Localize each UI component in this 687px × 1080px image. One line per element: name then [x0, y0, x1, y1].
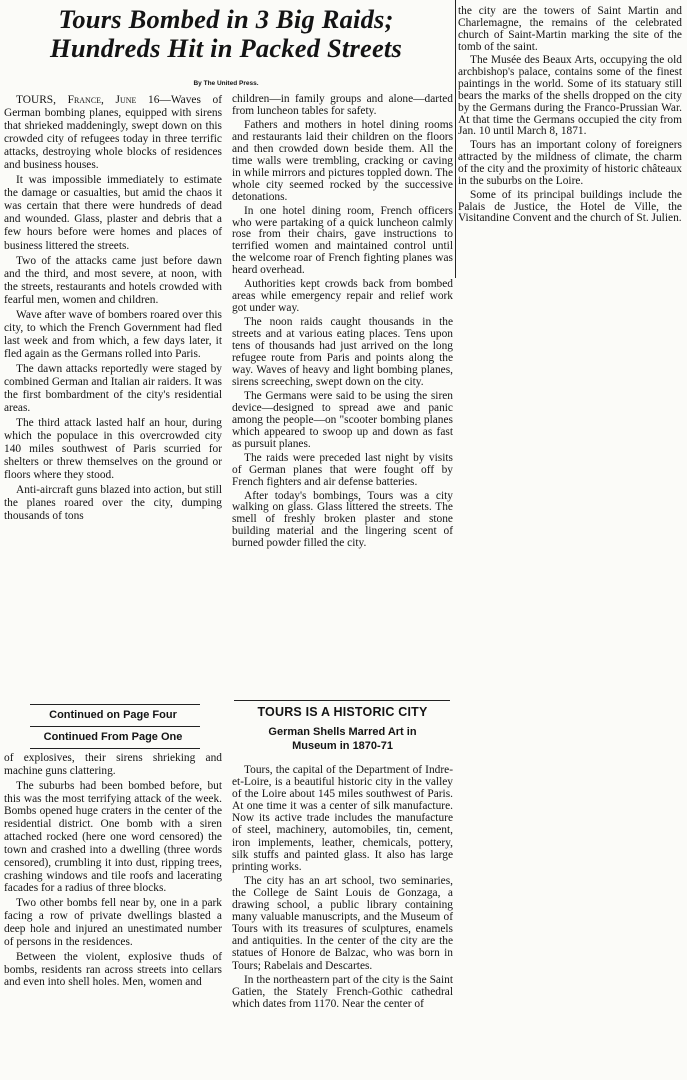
paragraph-text: The noon raids caught thousands in the streets and at various eating places. Tens upon tens of thousands had just arrived on the long refugee route from Paris and points along the way. Waves of heavy and light bombing planes, sirens screeching, swept down on the city. [232, 316, 453, 388]
paragraph-text: After today's bombings, Tours was a city walking on glass. Glass littered the streets. The smell of freshly broken plaster and stone building material and the lingering scent of burned powder filled the city. [232, 489, 453, 550]
paragraph [4, 752, 222, 778]
continued-rule-top [30, 704, 200, 705]
paragraph-text: of explosives, their sirens shrieking and machine guns clattering. [4, 752, 222, 777]
paragraph-text: Between the violent, explosive thuds of bombs, residents ran across streets into cellars and even into shell holes. Men, women and [4, 950, 222, 989]
paragraph-text: Waves of German bombing planes, equipped with sirens that shrieked maddeningly, swept down on this crowded city of refugees today in three terrific attacks, destroying whole blocks of residences and business houses. [4, 94, 222, 172]
continued-on-label: Continued on Page Four [49, 709, 177, 721]
paragraph [232, 317, 453, 389]
paragraph-text: The third attack lasted half an hour, during which the populace in this overcrowded city 140 miles southwest of Paris scurried for shelters or threw themselves on the ground or floors where they stood. [4, 417, 222, 482]
paragraph-text: The city has an art school, two seminaries, the College de Saint Louis de Gonzaga, a drawing school, a public library containing many valuable manuscripts, and the Museum of Tours with its treasures of sculptures, enamels and antiquities. In the center of the city are the statues of Honore de Balzac, who was born in Tours; Rabelais and Descartes. [232, 874, 453, 972]
sidebar-subtitle: German Shells Marred Art in Museum in 1870-71 [268, 726, 417, 752]
paragraph-text: Tours has an important colony of foreigners attracted by the mildness of climate, the charm of the city and the proximity of historic châteaux in the suburbs on the Loire. [458, 139, 682, 187]
paragraph [232, 764, 453, 873]
paragraph-text: Two of the attacks came just before dawn and the third, and most severe, at noon, with the streets, restaurants and hotels crowded with fearful men, women and children. [4, 254, 222, 306]
paragraph [458, 55, 682, 138]
paragraph [232, 974, 453, 1010]
paragraph-text: the city are the towers of Saint Martin and Charlemagne, the remains of the celebrated church of Saint-Martin marking the site of the tomb of the saint. [458, 5, 682, 53]
paragraph [4, 255, 222, 307]
byline: By The United Press. [193, 80, 259, 87]
paragraph [232, 875, 453, 972]
paragraph-text: Two other bombs fell near by, one in a park facing a row of private dwellings blasted a deep hole and injured an unestimated number of persons in the residences. [4, 897, 222, 948]
headline-line-2: Hundreds Hit in Packed Streets [50, 33, 402, 63]
continued-from-label: Continued From Page One [43, 731, 183, 743]
headline-line-1: Tours Bombed in 3 Big Raids; [58, 4, 394, 34]
paragraph-text: The raids were preceded last night by visits of German planes that were fought off by French fighters and air defense batteries. [232, 451, 453, 488]
article-column-2 [232, 94, 453, 552]
paragraph [4, 897, 222, 948]
paragraph [4, 174, 222, 252]
paragraph [4, 951, 222, 990]
paragraph [232, 491, 453, 551]
paragraph [4, 309, 222, 361]
dateline: TOURS, France, June 16— [16, 94, 171, 106]
paragraph [4, 417, 222, 482]
paragraph [232, 94, 453, 118]
paragraph-text: Wave after wave of bombers roared over this city, to which the French Government had fled last week and from which, a few days later, it fled again as the Germans rolled into Paris. [4, 308, 222, 360]
paragraph-text: Tours, the capital of the Department of Indre-et-Loire, is a beautiful historic city in the valley of the Loire about 145 miles southwest of Paris. At one time it was a center of silk manufacture. Now its active trade includes the manufacture of steel, machinery, automobiles, tin, cement, iron implements, leather, chemicals, pottery, silk stuffs and painted glass. It also has large printing works. [232, 764, 453, 873]
article-column-1-continued [4, 752, 222, 991]
paragraph-text: The dawn attacks reportedly were staged by combined German and Italian air raiders. It was the first bombardment of the city's residential areas. [4, 362, 222, 415]
paragraph [232, 120, 453, 204]
continued-rule-bottom [30, 748, 200, 749]
paragraph-text: Authorities kept crowds back from bombed areas while emergency repair and relief work got under way. [232, 278, 453, 315]
paragraph [232, 391, 453, 451]
paragraph-text: Some of its principal buildings include the Palais de Justice, the Hotel de Ville, the Visitandine Convent and the church of St. Julien. [458, 188, 682, 225]
paragraph [232, 206, 453, 278]
paragraph [458, 6, 682, 53]
paragraph-text: The suburbs had been bombed before, but this was the most terrifying attack of the week. Bombs opened huge craters in the center of the residential district. One bomb with a siren attached rocked (here one word censored) the town and crashed into a dwelling (three words censored), crumbling it into dust, ripping trees, crashing windows and tile roofs and lacerating facades for a radius of three blocks. [4, 779, 222, 895]
paragraph-text: The Germans were said to be using the siren device—designed to spread awe and panic among the people—on "scooter bombing planes which appeared to swoop up and down as fast as pursuit planes. [232, 389, 453, 450]
paragraph [4, 484, 222, 523]
sidebar-rule [234, 700, 450, 701]
paragraph-text: Fathers and mothers in hotel dining rooms and restaurants laid their children on the floors and then crowded down beside them. All the time walls were trembling, cracking or caving in while mirrors and pictures toppled down. The whole city seemed rocked by the successive detonations. [232, 118, 453, 203]
paragraph [232, 279, 453, 315]
sidebar-column-continued [458, 6, 682, 227]
paragraph [458, 190, 682, 226]
paragraph [4, 363, 222, 415]
paragraph-text: In the northeastern part of the city is the Saint Gatien, the Stately French-Gothic cathedral which dates from 1170. Near the center of [232, 973, 453, 1010]
sidebar-title: TOURS IS A HISTORIC CITY [257, 705, 428, 719]
paragraph [4, 94, 222, 172]
article-column-1 [4, 94, 222, 526]
paragraph-text: children—in family groups and alone—darted from luncheon tables for safety. [232, 93, 453, 117]
continued-rule-mid [30, 726, 200, 727]
paragraph-text: Anti-aircraft guns blazed into action, but still the planes roared over the city, dumping thousands of tons [4, 484, 222, 523]
paragraph-text: It was impossible immediately to estimate the damage or casualties, but amid the chaos it was certain that there were hundreds of dead and wounded. Glass, plaster and debris that a few hours before were homes and places of business littered the streets. [4, 174, 222, 252]
paragraph-text: In one hotel dining room, French officers who were partaking of a quick luncheon calmly rose from their chairs, gave instructions to terrified women and maintained control until the welcome roar of French fighting planes was heard overhead. [232, 204, 453, 277]
column-rule [455, 0, 456, 278]
paragraph [4, 780, 222, 896]
paragraph-text: The Musée des Beaux Arts, occupying the old archbishop's palace, contains some of the finest paintings in the world. Some of its statuary still bears the marks of the shells dropped on the city by the Germans during the Franco-Prussian War. At that time the Germans occupied the city from Jan. 10 until March 8, 1871. [458, 54, 682, 138]
sidebar-column [232, 764, 453, 1012]
paragraph [458, 140, 682, 187]
paragraph [232, 453, 453, 489]
